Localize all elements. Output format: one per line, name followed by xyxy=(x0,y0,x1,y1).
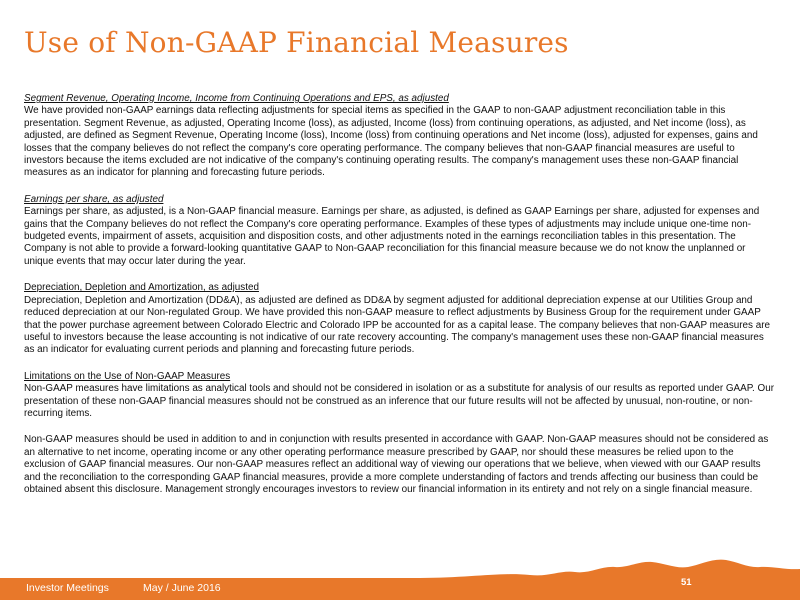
section-body: Non-GAAP measures have limitations as analytical tools and should not be considered in isolation or as a substitute for analysis of our results as reported under GAAP. Our presentation of these non-GAAP financial measures should not be construed as an inference that our future results will not be affected by unusual, non-routine, or non-recurring items. xyxy=(24,383,774,419)
footer-event: Investor Meetings xyxy=(26,582,109,594)
section-heading: Segment Revenue, Operating Income, Income from Continuing Operations and EPS, as adjusted xyxy=(24,93,449,104)
section-limitations xyxy=(24,371,776,421)
footer-date: May / June 2016 xyxy=(143,582,221,594)
section-final xyxy=(24,434,776,496)
section-body: Non-GAAP measures should be used in addition to and in conjunction with results presented in accordance with GAAP. Non-GAAP measures should not be considered as an alternative to net income, operating income or any other operating performance measure prescribed by GAAP, nor should these measures be relied upon to the exclusion of GAAP financial measures. Our non-GAAP measures reflect an additional way of viewing our operations that we believe, when viewed with our GAAP results and the reconciliation to the corresponding GAAP financial measures, provide a more complete understanding of factors and trends affecting our business than could be obtained absent this disclosure. Management strongly encourages investors to review our financial information in its entirety and not rely on a single financial measure. xyxy=(24,434,769,495)
section-body: Depreciation, Depletion and Amortization (DD&A), as adjusted are defined as DD&A by segment adjusted for additional depreciation expense at our Utilities Group and reduced depreciation at our Non-regulated Group. We have provided this non-GAAP measure to reflect adjustments by Business Group for the requirement under GAAP that the power purchase agreement between Colorado Electric and Colorado IPP be accounted for as a capital lease. The company believes that non-GAAP measures are useful to investors because the lease accounting is not indicative of our rate recovery accounting. The company's management uses these non-GAAP financial measures as an indicator for evaluating current periods and planning and forecasting future periods. xyxy=(24,294,771,356)
section-dda xyxy=(24,282,776,356)
section-heading: Limitations on the Use of Non-GAAP Measures xyxy=(24,370,231,382)
section-body: Earnings per share, as adjusted, is a Non-GAAP financial measure. Earnings per share, as adjusted, is defined as GAAP Earnings per share, adjusted for expenses and gains that the Company believes do not reflect the Company's core operating performance. Examples of these types of adjustments may include unique one-time non-budgeted events, impairment of assets, acquisition and disposition costs, and other adjustments noted in the earnings reconciliation tables in this presentation. The Company is not able to provide a forward-looking quantitative GAAP to Non-GAAP reconciliation for this financial measure because we do not know the unplanned or unique events that may occur later during the year. xyxy=(24,206,760,267)
page-title: Use of Non-GAAP Financial Measures xyxy=(24,26,569,59)
section-segment-revenue xyxy=(24,93,776,180)
section-heading: Earnings per share, as adjusted xyxy=(24,193,164,205)
section-eps xyxy=(24,194,776,268)
footer-bar xyxy=(0,558,800,600)
section-body: We have provided non-GAAP earnings data reflecting adjustments for special items as specified in the GAAP to non-GAAP adjustment reconciliation table in this presentation. Segment Revenue, as adjusted, Operating Income (loss), as adjusted, Income (loss) from continuing operations, as adjusted, and Net income (loss), as adjusted, are defined as Segment Revenue, Operating Income (loss), Income (loss) from continuing operations and Net income (loss), adjusted for expenses, gains and losses that the company believes do not reflect the company's core operating performance. The company believes that non-GAAP financial measures are useful to investors because the items excluded are not indicative of the company's continuing operating results. The company's management uses these non-GAAP financial measures as an indicator for planning and forecasting future periods. xyxy=(24,105,758,179)
mountain-footer-graphic xyxy=(0,558,800,600)
page-number: 51 xyxy=(681,577,692,588)
section-heading: Depreciation, Depletion and Amortization, as adjusted xyxy=(24,282,259,294)
document-body xyxy=(24,93,776,510)
